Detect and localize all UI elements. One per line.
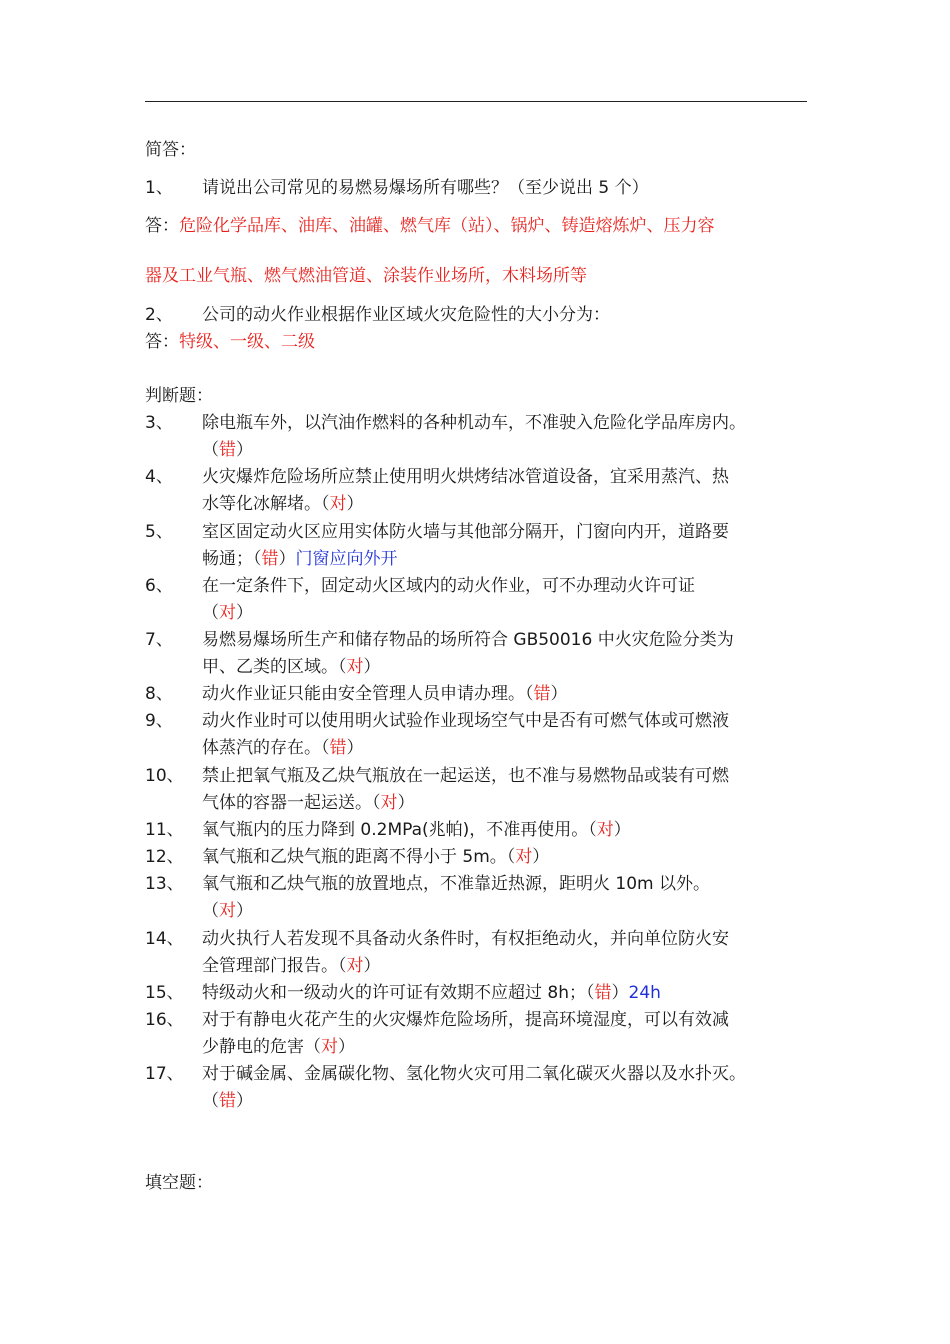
item-text: ） [613,820,631,840]
item-text: ） [611,983,629,1003]
list-item [202,1007,817,1061]
list-item [202,980,817,1007]
answer-mark: 对 [219,603,236,623]
item-text: 室区固定动火区应用实体防火墙与其他部分隔开，门窗向内开，道路要 [202,522,729,542]
item-text: 动火作业时可以使用明火试验作业现场空气中是否有可燃气体或可燃液 [202,711,729,731]
item-text: ） [363,657,381,677]
item-text: 特级动火和一级动火的许可证有效期不应超过 8h；（ [202,983,595,1003]
item-text: 水等化冰解堵。（ [202,494,330,514]
list-item [202,708,817,762]
answer-1 [145,213,715,240]
item-text: 动火作业证只能由安全管理人员申请办理。（ [202,684,534,704]
item-text: 易燃易爆场所生产和储存物品的场所符合 GB50016 中火灾危险分类为 [202,630,734,650]
item-number: 16、 [145,1010,184,1030]
item-text: （ [202,901,219,921]
item-text: 除电瓶车外，以汽油作燃料的各种机动车，不准驶入危险化学品库房内。 [202,413,746,433]
item-text: 甲、乙类的区域。（ [202,657,347,677]
item-number: 9、 [145,711,173,731]
item-text: 在一定条件下，固定动火区域内的动火作业，可不办理动火许可证 [202,576,695,596]
item-text: 氧气瓶和乙炔气瓶的放置地点，不准靠近热源，距明火 10m 以外。 [202,874,710,894]
list-item [202,681,817,708]
item-text: 少静电的危害（ [202,1037,321,1057]
item-text: ） [236,1091,253,1111]
item-text: 气体的容器一起运送。（ [202,793,381,813]
item-number: 6、 [145,576,173,596]
item-text: ） [236,901,253,921]
item-number: 8、 [145,684,173,704]
answer-mark: 错 [219,440,236,460]
list-item [202,817,817,844]
item-text: （ [202,603,219,623]
section-heading-short-answer: 简答： [145,140,196,160]
item-number: 7、 [145,630,173,650]
answer-mark: 对 [515,847,533,867]
answer-mark: 对 [321,1037,338,1057]
item-number: 15、 [145,983,184,1003]
item-text: （ [202,1091,219,1111]
item-text: 对于有静电火花产生的火灾爆炸危险场所，提高环境湿度，可以有效减 [202,1010,729,1030]
answer-mark: 错 [261,549,279,569]
answer-prefix: 答： [145,332,179,352]
list-item [202,410,817,464]
answer-mark: 错 [219,1091,236,1111]
answer-mark: 对 [596,820,614,840]
answer-mark: 错 [533,684,551,704]
answer-mark: 对 [346,657,364,677]
list-item [202,763,817,817]
question-text: 公司的动火作业根据作业区域火灾危险性的大小分为： [202,305,610,325]
list-item [202,519,817,573]
list-item [202,464,817,518]
item-text: 禁止把氧气瓶及乙炔气瓶放在一起运送，也不准与易燃物品或装有可燃 [202,766,729,786]
item-text: ） [363,956,381,976]
item-number: 5、 [145,522,173,542]
correction-note: 门窗应向外开 [295,549,398,569]
item-text: 氧气瓶和乙炔气瓶的距离不得小于 5m。（ [202,847,516,867]
section-heading-fill-blank: 填空题： [145,1173,213,1193]
answer-mark: 错 [594,983,612,1003]
item-text: 对于碱金属、金属碳化物、氢化物火灾可用二氧化碳灭火器以及水扑灭。 [202,1064,746,1084]
item-text: 畅通；（ [202,549,262,569]
item-number: 3、 [145,413,173,433]
list-item [202,844,817,871]
list-item [202,1061,817,1115]
item-number: 13、 [145,874,184,894]
item-number: 17、 [145,1064,184,1084]
answer-mark: 错 [329,738,347,758]
question-text: 请说出公司常见的易燃易爆场所有哪些？（至少说出 5 个） [202,178,649,198]
answer-prefix: 答： [145,216,179,236]
item-number: 11、 [145,820,184,840]
answer-text: 特级、一级、二级 [179,332,315,352]
item-text: ） [550,684,568,704]
item-number: 12、 [145,847,184,867]
item-text: ） [532,847,550,867]
item-text: ） [278,549,296,569]
answer-mark: 对 [380,793,398,813]
item-number: 10、 [145,766,184,786]
answer-1-cont: 器及工业气瓶、燃气燃油管道、涂装作业场所，木料场所等 [145,266,587,286]
item-text: 体蒸汽的存在。（ [202,738,330,758]
list-item [202,926,817,980]
item-text: ） [346,738,364,758]
answer-2 [145,329,315,356]
correction-note: 24h [628,983,661,1003]
item-text: ） [338,1037,355,1057]
item-number: 4、 [145,467,173,487]
answer-mark: 对 [329,494,347,514]
item-text: （ [202,440,219,460]
question-number: 1、 [145,178,173,198]
item-text: 全管理部门报告。（ [202,956,347,976]
item-text: 动火执行人若发现不具备动火条件时，有权拒绝动火，并向单位防火安 [202,929,729,949]
item-text: ） [397,793,415,813]
answer-mark: 对 [219,901,236,921]
item-text: 氧气瓶内的压力降到 0.2MPa(兆帕)，不准再使用。（ [202,820,597,840]
section-heading-judgement: 判断题： [145,386,213,406]
item-text: 火灾爆炸危险场所应禁止使用明火烘烤结冰管道设备，宜采用蒸汽、热 [202,467,729,487]
list-item [202,871,817,925]
list-item [202,573,817,627]
question-number: 2、 [145,305,173,325]
answer-text: 危险化学品库、油库、油罐、燃气库（站）、锅炉、铸造熔炼炉、压力容 [179,216,715,236]
list-item [202,627,817,681]
item-text: ） [236,440,253,460]
answer-mark: 对 [346,956,364,976]
header-rule [145,101,807,102]
item-text: ） [346,494,364,514]
item-number: 14、 [145,929,184,949]
item-text: ） [236,603,253,623]
